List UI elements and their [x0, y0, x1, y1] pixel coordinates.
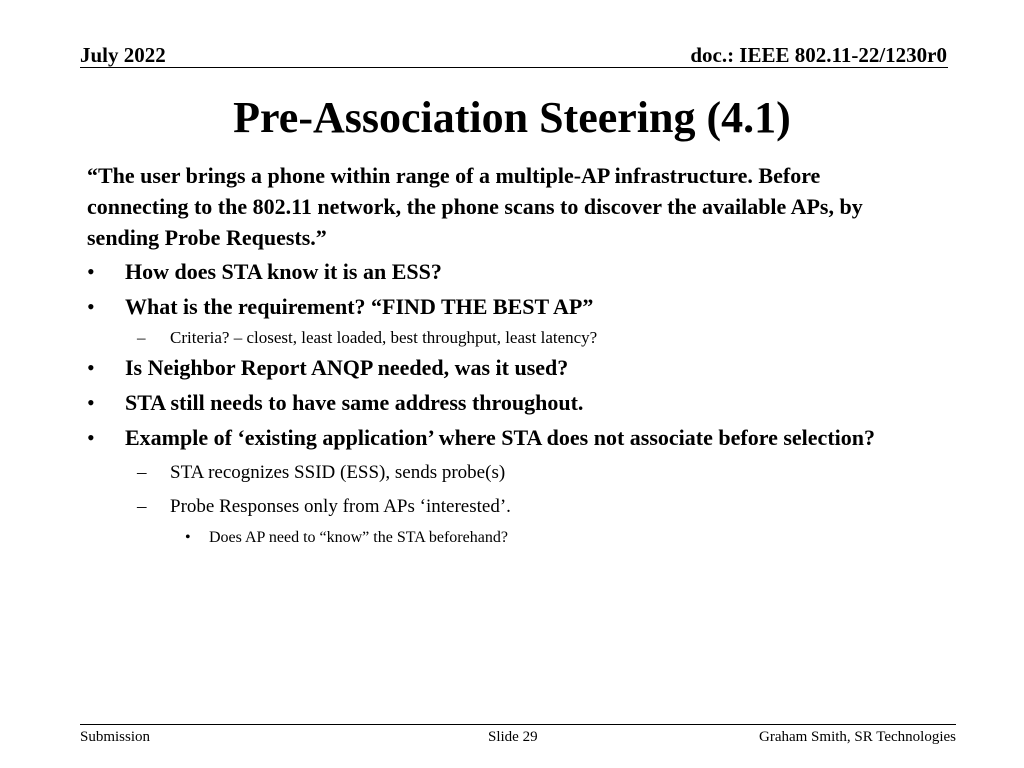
footer-author: Graham Smith, SR Technologies: [759, 729, 956, 745]
bullet-text: STA still needs to have same address throughout.: [125, 390, 584, 415]
bullet-marker: •: [87, 259, 95, 284]
slide-body: [87, 160, 947, 551]
dash-marker: –: [137, 462, 147, 483]
sub-bullet-text: STA recognizes SSID (ESS), sends probe(s): [170, 462, 506, 483]
bullet-text: How does STA know it is an ESS?: [125, 259, 442, 284]
header-doc-number: doc.: IEEE 802.11-22/1230r0: [690, 43, 947, 67]
bullet-marker: •: [87, 390, 95, 415]
bullet-marker: •: [87, 425, 95, 450]
header-divider: [80, 67, 948, 68]
scenario-quote: “The user brings a phone within range of a multiple-AP infrastructure. Before connecting to the 802.11 network, the phone scans to discover the available APs, by sending Probe Requests.”: [87, 163, 863, 250]
footer-slide-number: Slide 29: [488, 729, 538, 745]
bullet-marker: •: [87, 355, 95, 380]
sub-bullet-item: [87, 457, 947, 489]
bullet-item: [87, 291, 945, 322]
sub-sub-bullet-text: Does AP need to “know” the STA beforehand?: [209, 529, 508, 546]
sub-bullet-text: Probe Responses only from APs ‘interested’.: [170, 496, 511, 517]
bullet-item: [87, 256, 945, 287]
sub-bullet-item: [87, 326, 947, 350]
bullet-item: [87, 352, 945, 383]
slide-title: Pre-Association Steering (4.1): [233, 93, 791, 142]
sub-bullet-text: Criteria? – closest, least loaded, best throughput, least latency?: [170, 328, 598, 347]
bullet-marker: •: [87, 294, 95, 319]
dash-marker: –: [137, 496, 147, 517]
bullet-text: Example of ‘existing application’ where STA does not associate before selection?: [125, 425, 875, 450]
bullet-item: [87, 387, 945, 418]
bullet-marker: •: [185, 529, 191, 546]
sub-bullet-item: [87, 491, 947, 523]
header-date: July 2022: [80, 43, 166, 67]
dash-marker: –: [137, 328, 146, 347]
footer-divider: [80, 724, 956, 725]
sub-sub-bullet-item: [87, 525, 947, 551]
footer-submission: Submission: [80, 729, 151, 745]
bullet-item: [87, 422, 945, 453]
bullet-text: Is Neighbor Report ANQP needed, was it used?: [125, 355, 569, 380]
bullet-text: What is the requirement? “FIND THE BEST AP”: [125, 294, 594, 319]
